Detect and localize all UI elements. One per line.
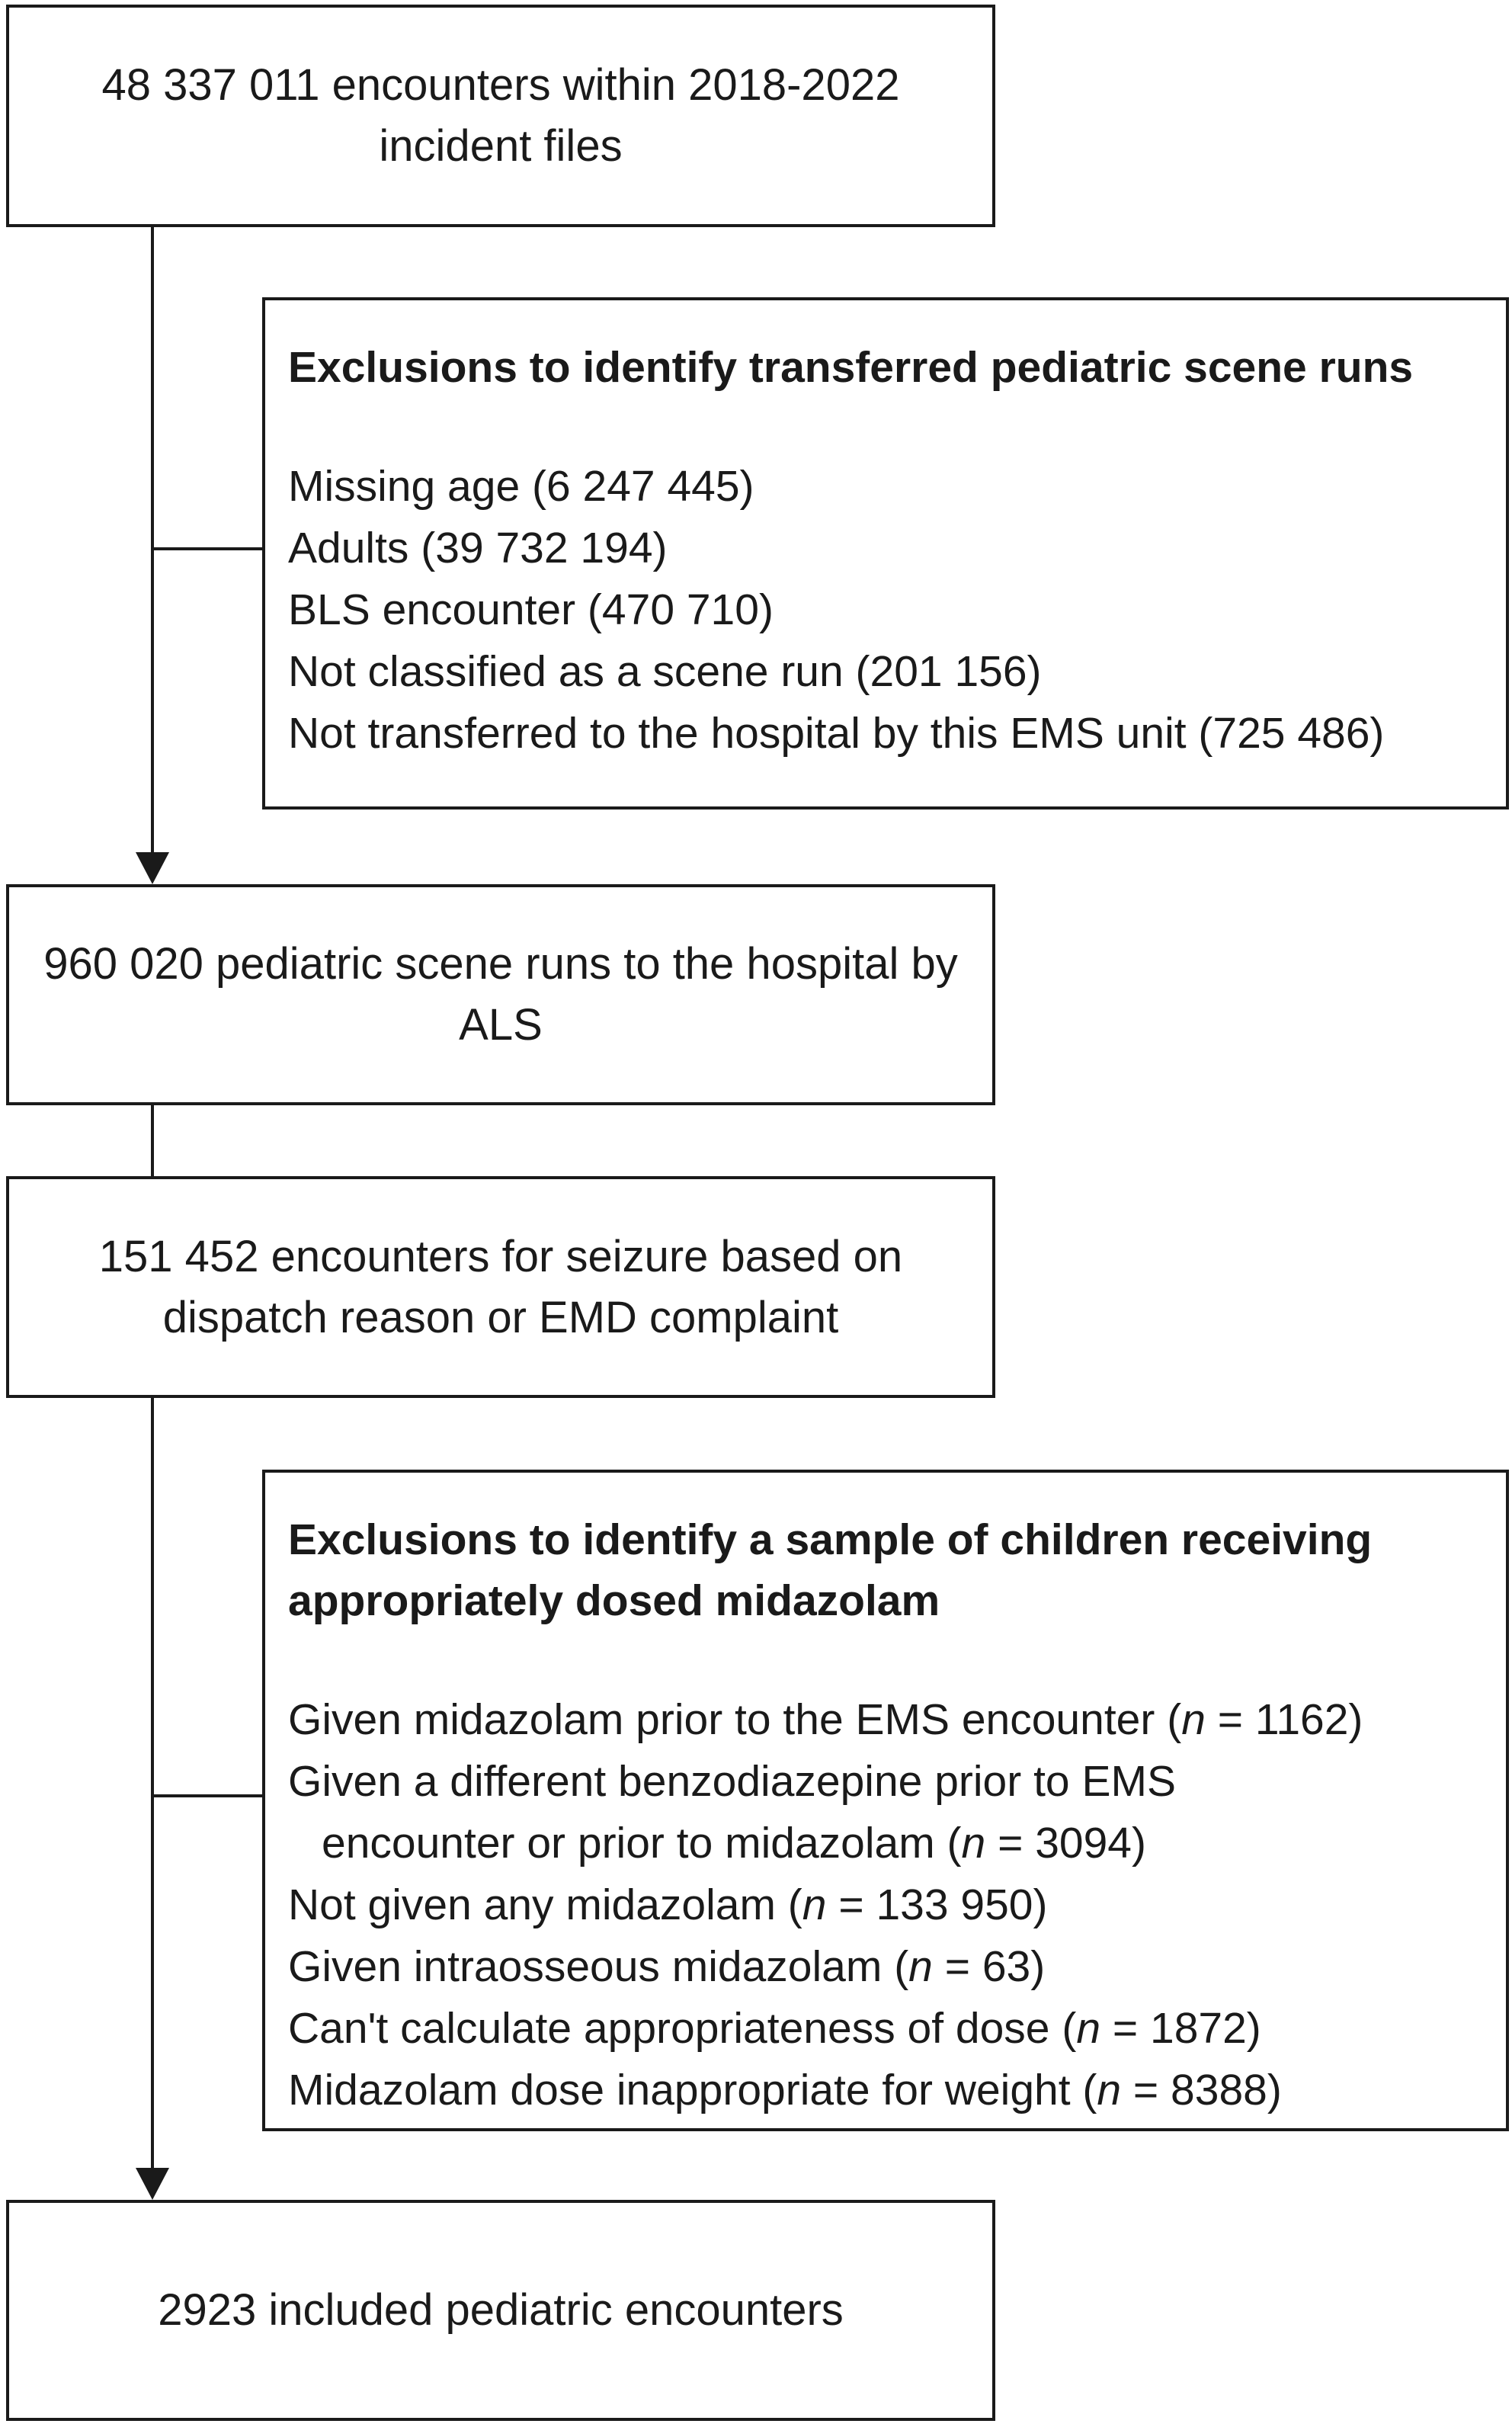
- exclusion-1-item: Not transferred to the hospital by this EMS unit (725 486): [288, 709, 1385, 758]
- exclusion-2-item: Can't calculate appropriateness of dose (n = 1872): [288, 2004, 1261, 2053]
- arrowhead-2: [136, 2168, 169, 2200]
- seizure-box: [6, 1176, 995, 1398]
- pediatric-runs-line-1: 960 020 pediatric scene runs to the hospital by: [43, 939, 958, 989]
- start-line-1: 48 337 011 encounters within 2018-2022: [101, 60, 900, 110]
- exclusion-1-item: BLS encounter (470 710): [288, 585, 774, 634]
- exclusion-1-item: Adults (39 732 194): [288, 524, 668, 572]
- final-box: [6, 2200, 995, 2421]
- start-box: [6, 5, 995, 227]
- start-line-2: incident files: [379, 121, 623, 171]
- pediatric-runs-line-2: ALS: [459, 1000, 543, 1050]
- exclusion-2-item: Midazolam dose inappropriate for weight (n = 8388): [288, 2066, 1282, 2114]
- exclusion-2-item: Given intraosseous midazolam (n = 63): [288, 1942, 1046, 1991]
- arrowhead-1: [136, 852, 169, 884]
- final-line: 2923 included pediatric encounters: [158, 2285, 844, 2335]
- seizure-line-1: 151 452 encounters for seizure based on: [98, 1231, 903, 1281]
- exclusion-1-item: Not classified as a scene run (201 156): [288, 647, 1042, 696]
- exclusion-1-item: Missing age (6 247 445): [288, 462, 754, 511]
- exclusion-1-title: Exclusions to identify transferred pediatric scene runs: [288, 343, 1414, 392]
- exclusion-2-item-continued: encounter or prior to midazolam (n = 3094): [322, 1819, 1146, 1868]
- pediatric-runs-box: [6, 884, 995, 1105]
- exclusion-box-2: [262, 1470, 1509, 2131]
- exclusion-2-title-line-1: Exclusions to identify a sample of children receiving: [288, 1515, 1373, 1564]
- exclusion-2-title-line-2: appropriately dosed midazolam: [288, 1576, 940, 1625]
- exclusion-2-item: Not given any midazolam (n = 133 950): [288, 1880, 1048, 1929]
- seizure-line-2: dispatch reason or EMD complaint: [162, 1292, 839, 1342]
- exclusion-2-item: Given midazolam prior to the EMS encounter (n = 1162): [288, 1695, 1363, 1744]
- exclusion-box-1: [262, 297, 1509, 810]
- exclusion-2-item: Given a different benzodiazepine prior to EMS: [288, 1757, 1176, 1806]
